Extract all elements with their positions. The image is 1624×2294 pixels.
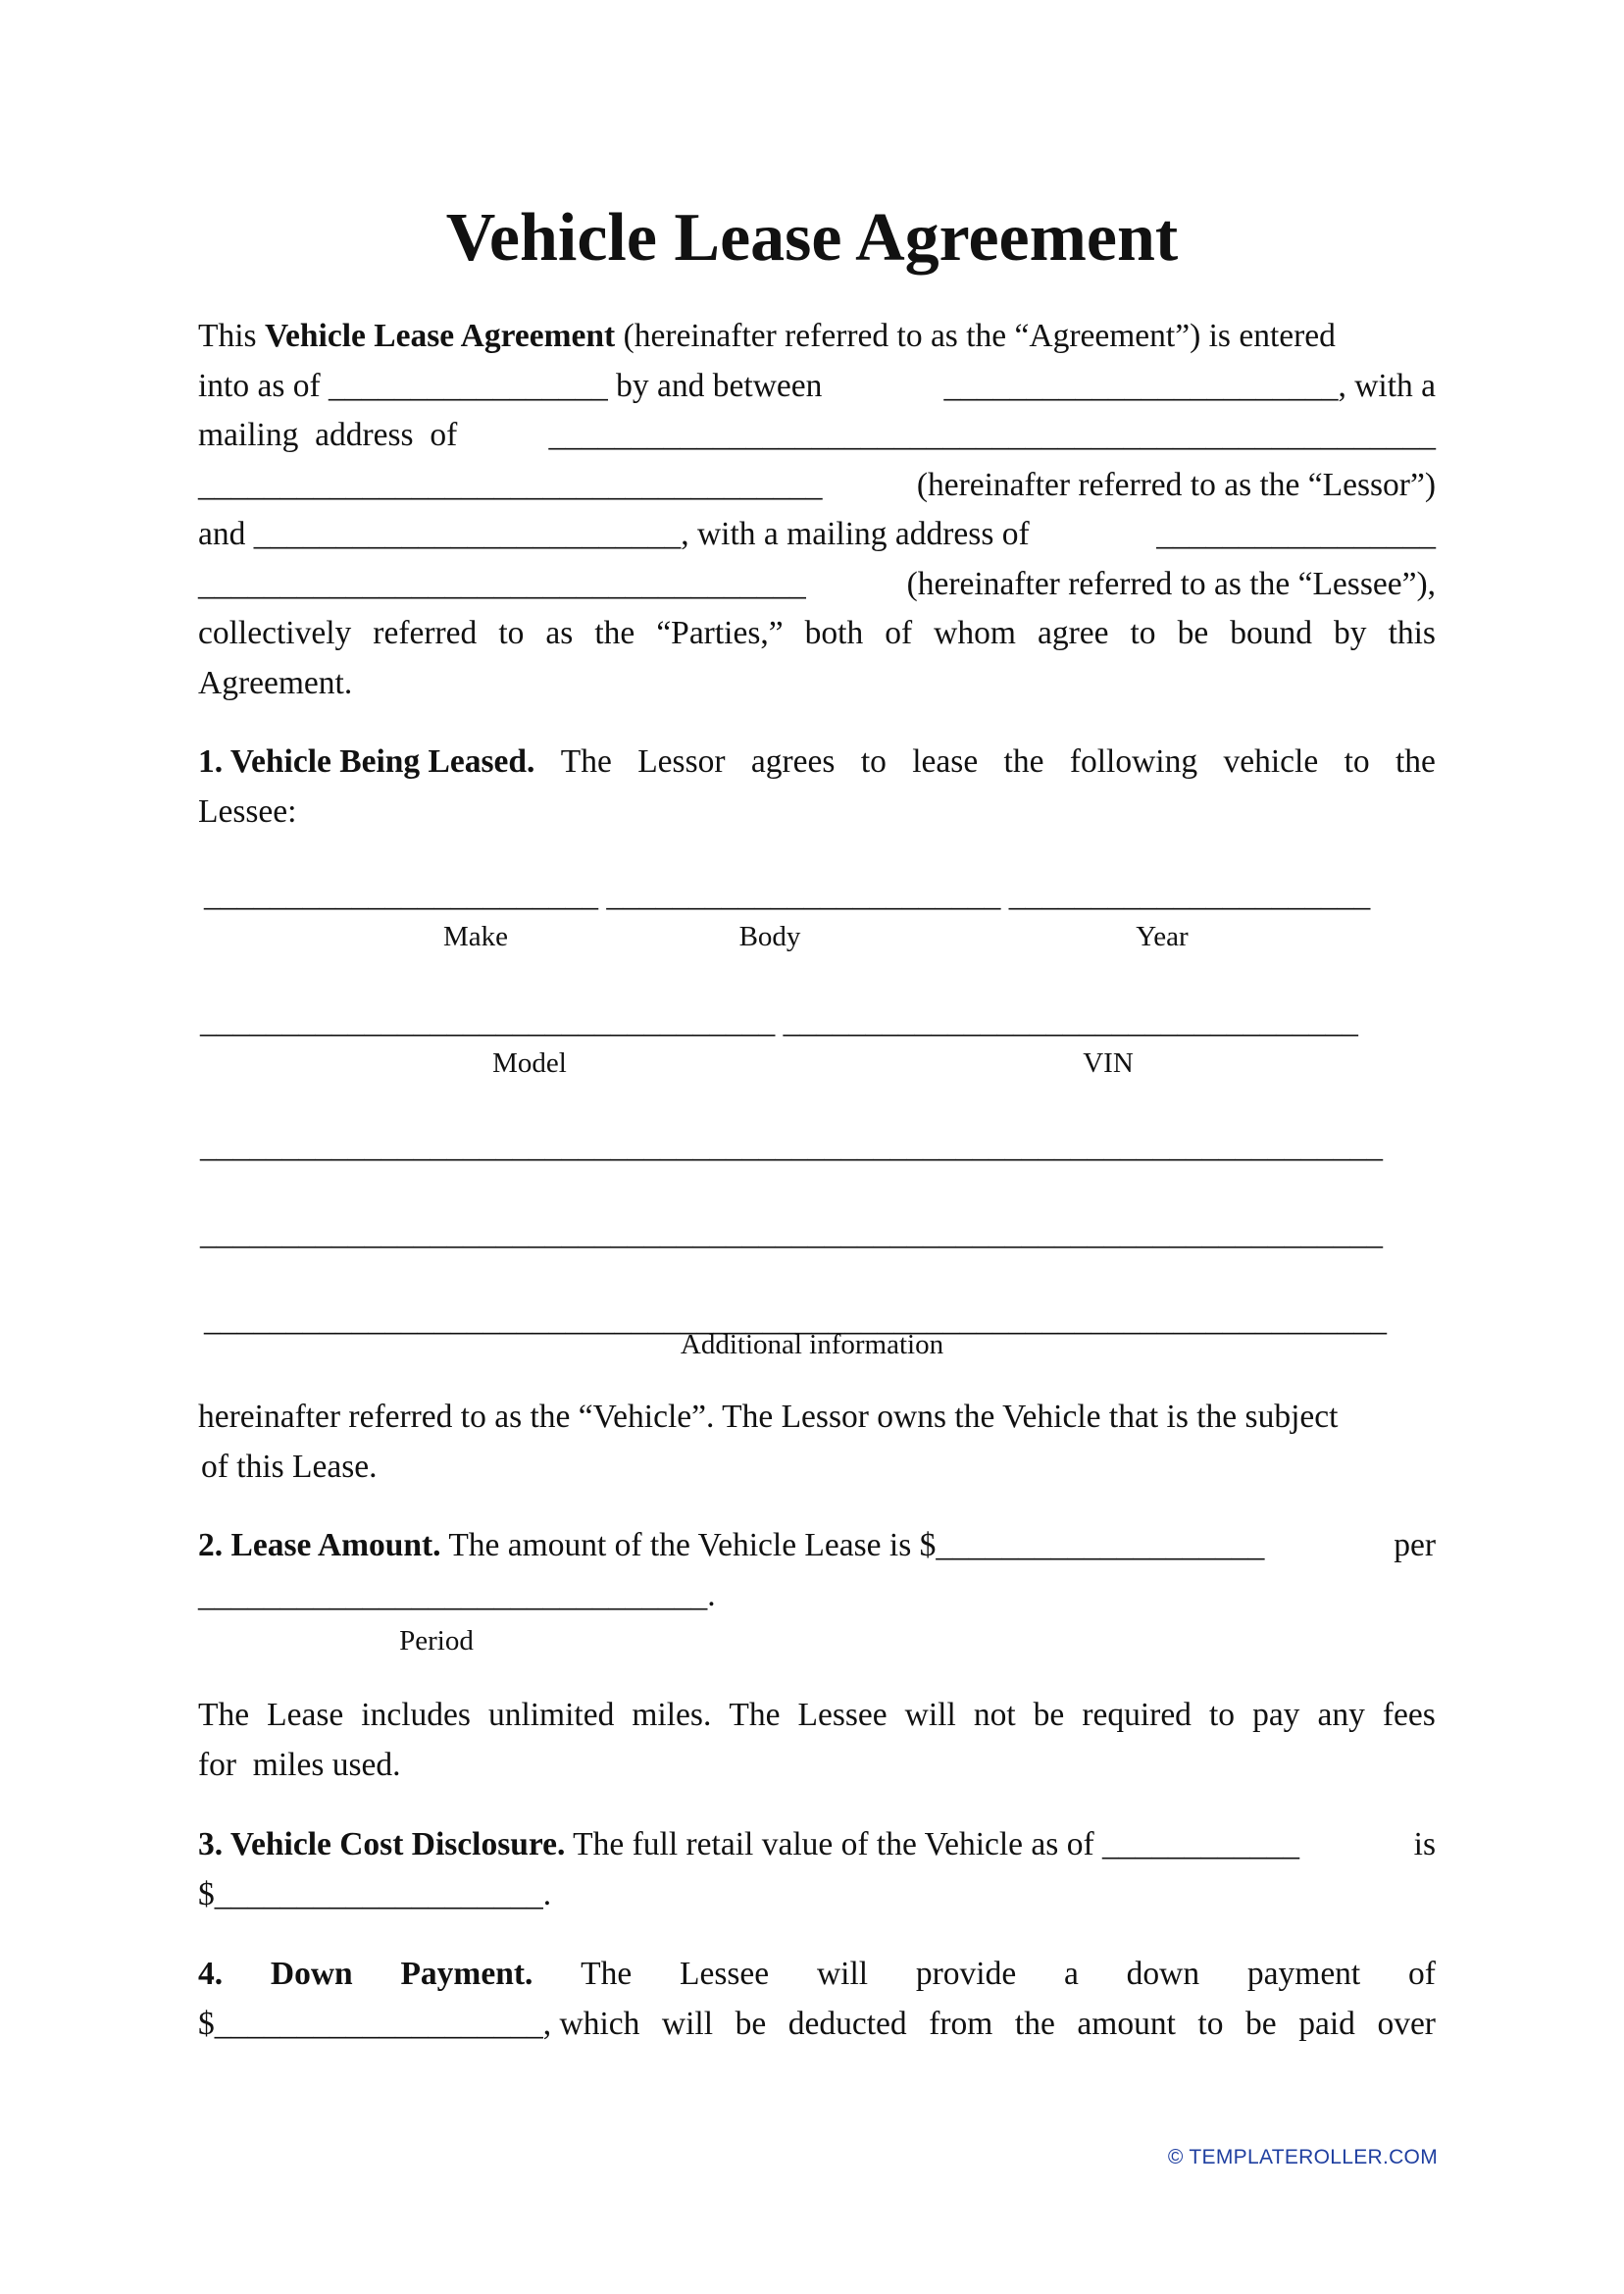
down-payment-blank: $____________________, which bbox=[198, 2005, 640, 2042]
word: agrees bbox=[750, 743, 836, 780]
caption-additional-information: Additional information bbox=[680, 1329, 944, 1360]
unlimited-miles-text: for miles used. bbox=[198, 1746, 401, 1783]
word: be bbox=[1245, 2005, 1277, 2042]
word: The bbox=[581, 1956, 633, 1992]
section-2-line-2 bbox=[198, 1571, 1436, 1621]
section-4-paragraph bbox=[198, 1950, 1436, 2049]
section-3-line-2 bbox=[198, 1870, 1436, 1920]
lessee-name-text: and __________________________, with a mailing address of bbox=[198, 516, 1030, 552]
section-3-heading: 3. Vehicle Cost Disclosure. bbox=[198, 1826, 566, 1862]
intro-line-7 bbox=[198, 609, 1436, 659]
word: both bbox=[804, 615, 864, 651]
vehicle-definition-line-2 bbox=[198, 1443, 1436, 1493]
intro-line-5 bbox=[198, 510, 1436, 560]
model-vin-blanks: ___________________________________ ___________________________________ bbox=[200, 1003, 1358, 1040]
word: will bbox=[661, 2005, 714, 2042]
templateroller-footer-link[interactable]: © TEMPLATEROLLER.COM bbox=[1167, 2146, 1438, 2168]
word: collectively bbox=[198, 615, 352, 651]
word: Lessee bbox=[680, 1956, 770, 1992]
word: The bbox=[198, 1697, 250, 1733]
cost-disclosure-text: The full retail value of the Vehicle as of ____________ bbox=[565, 1826, 1299, 1862]
cost-disclosure-is: is bbox=[1413, 1826, 1436, 1862]
section-3-paragraph bbox=[198, 1820, 1436, 1919]
section-1-line-1 bbox=[198, 738, 1436, 788]
word: Lease bbox=[267, 1697, 344, 1733]
word: whom bbox=[934, 615, 1016, 651]
unlimited-miles-line-2 bbox=[198, 1741, 1436, 1791]
retail-value-blank: $____________________. bbox=[198, 1875, 552, 1912]
word: over bbox=[1377, 2005, 1436, 2042]
caption-period: Period bbox=[399, 1625, 474, 1657]
intro-text: (hereinafter referred to as the “Agreement”) is entered bbox=[615, 318, 1336, 354]
caption-make: Make bbox=[442, 921, 509, 952]
word: to bbox=[1344, 743, 1370, 780]
additional-info-blank-3: ________________________________________________________________________ bbox=[204, 1301, 1387, 1338]
word: “Parties,” bbox=[656, 615, 784, 651]
intro-line-3 bbox=[198, 411, 1436, 461]
word: Lessee bbox=[797, 1697, 888, 1733]
word: down bbox=[1126, 1956, 1200, 1992]
word: provide bbox=[915, 1956, 1017, 1992]
word: by bbox=[1334, 615, 1367, 651]
word: amount bbox=[1077, 2005, 1176, 2042]
section-4-line-2 bbox=[198, 2000, 1436, 2050]
word: deducted bbox=[787, 2005, 907, 2042]
caption-model: Model bbox=[492, 1047, 567, 1079]
caption-body: Body bbox=[738, 921, 801, 952]
word: bound bbox=[1230, 615, 1312, 651]
section-4-heading-number: 4. bbox=[198, 1956, 224, 1992]
word: required bbox=[1082, 1697, 1192, 1733]
section-1-paragraph bbox=[198, 738, 1436, 837]
section-3-line-1 bbox=[198, 1820, 1436, 1870]
lessor-definition: (hereinafter referred to as the “Lessor”) bbox=[916, 466, 1436, 503]
word: to bbox=[860, 743, 887, 780]
mailing-address-label: mailing address of bbox=[198, 417, 458, 453]
word: not bbox=[973, 1697, 1016, 1733]
word: be bbox=[1177, 615, 1209, 651]
section-4-line-1 bbox=[198, 1950, 1436, 2000]
word: will bbox=[904, 1697, 956, 1733]
word: pay bbox=[1252, 1697, 1300, 1733]
intro-paragraph bbox=[198, 312, 1436, 708]
lessee-address-blank: _________________ bbox=[1156, 516, 1436, 552]
section-2-heading: 2. Lease Amount. bbox=[198, 1527, 441, 1563]
word: the bbox=[1014, 2005, 1055, 2042]
intro-line-8 bbox=[198, 659, 1436, 709]
vehicle-definition-paragraph bbox=[198, 1393, 1436, 1492]
word: the bbox=[594, 615, 635, 651]
word: any bbox=[1317, 1697, 1365, 1733]
word: a bbox=[1064, 1956, 1079, 1992]
word: Lessor bbox=[637, 743, 726, 780]
additional-info-blank-2: ________________________________________________________________________ bbox=[200, 1215, 1383, 1251]
vehicle-definition-text: of this Lease. bbox=[201, 1448, 378, 1485]
word: of bbox=[885, 615, 913, 651]
lessor-address-blank: ______________________________________________________ bbox=[548, 417, 1436, 453]
word: includes bbox=[361, 1697, 471, 1733]
vehicle-definition-line-1 bbox=[198, 1393, 1436, 1443]
lease-amount-per: per bbox=[1394, 1527, 1436, 1563]
caption-vin: VIN bbox=[1083, 1047, 1134, 1079]
word: lease bbox=[912, 743, 979, 780]
lessee-address-blank-2: _____________________________________ bbox=[198, 565, 806, 602]
vehicle-definition-text: hereinafter referred to as the “Vehicle”. The Lessor owns the Vehicle that is the subject bbox=[198, 1399, 1339, 1435]
intro-line-4 bbox=[198, 461, 1436, 511]
intro-line-2 bbox=[198, 362, 1436, 412]
section-1-heading: 1. Vehicle Being Leased. bbox=[198, 743, 535, 780]
lessee-definition: (hereinafter referred to as the “Lessee”), bbox=[906, 565, 1436, 602]
section-4-heading-word: Payment. bbox=[400, 1956, 533, 1992]
word: the bbox=[1003, 743, 1044, 780]
word: unlimited bbox=[487, 1697, 615, 1733]
lease-period-blank: _______________________________. bbox=[198, 1576, 716, 1613]
word: of bbox=[1408, 1956, 1436, 1992]
lessor-address-blank-2: ______________________________________ bbox=[198, 466, 823, 503]
word: will bbox=[816, 1956, 869, 1992]
intro-text: Agreement. bbox=[198, 664, 353, 701]
word: to bbox=[1208, 1697, 1236, 1733]
caption-year: Year bbox=[1136, 921, 1189, 952]
intro-line-6 bbox=[198, 560, 1436, 610]
additional-info-blank-1: ________________________________________________________________________ bbox=[200, 1128, 1383, 1164]
word: to bbox=[498, 615, 525, 651]
section-4-heading-word: Down bbox=[270, 1956, 353, 1992]
word: to bbox=[1197, 2005, 1224, 2042]
document-title: Vehicle Lease Agreement bbox=[445, 200, 1179, 276]
word: the bbox=[1396, 743, 1436, 780]
word: to bbox=[1130, 615, 1156, 651]
word: this bbox=[1388, 615, 1436, 651]
intro-bold-title: Vehicle Lease Agreement bbox=[264, 318, 616, 354]
unlimited-miles-paragraph bbox=[198, 1691, 1436, 1790]
word: be bbox=[1033, 1697, 1065, 1733]
intro-line-1 bbox=[198, 312, 1436, 362]
word: payment bbox=[1246, 1956, 1361, 1992]
make-body-year-blanks: ________________________ ________________________ ______________________ bbox=[204, 877, 1371, 913]
word: be bbox=[735, 2005, 767, 2042]
section-2-paragraph bbox=[198, 1521, 1436, 1620]
section-1-text: Lessee: bbox=[198, 792, 297, 830]
section-2-line-1 bbox=[198, 1521, 1436, 1571]
word: vehicle bbox=[1223, 743, 1319, 780]
word: referred bbox=[373, 615, 478, 651]
lessor-name-blank: ________________________, with a bbox=[943, 367, 1436, 404]
date-and-parties-text: into as of _________________ by and between bbox=[198, 367, 823, 404]
word: as bbox=[545, 615, 574, 651]
section-1-line-2 bbox=[198, 788, 1436, 838]
word: The bbox=[560, 743, 612, 780]
intro-text: This bbox=[198, 318, 265, 354]
word: miles. bbox=[632, 1697, 712, 1733]
word: The bbox=[729, 1697, 781, 1733]
lease-amount-text: The amount of the Vehicle Lease is $____________________ bbox=[440, 1527, 1265, 1563]
word: following bbox=[1069, 743, 1198, 780]
word: agree bbox=[1037, 615, 1109, 651]
word: from bbox=[929, 2005, 993, 2042]
word: fees bbox=[1382, 1697, 1436, 1733]
unlimited-miles-line-1 bbox=[198, 1691, 1436, 1741]
word: paid bbox=[1298, 2005, 1355, 2042]
